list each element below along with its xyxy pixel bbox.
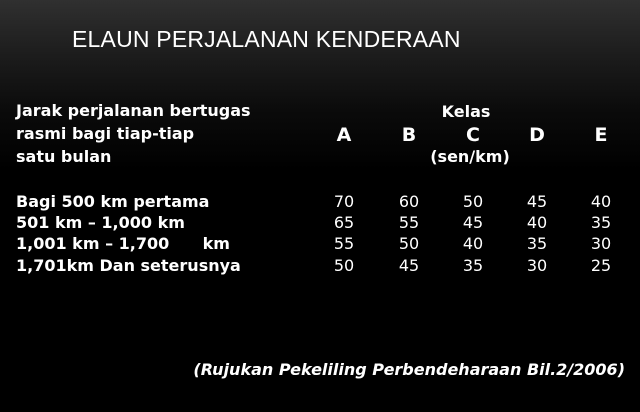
distance-header-line-3: satu bulan: [16, 147, 112, 166]
reference-note: (Rujukan Pekeliling Perbendeharaan Bil.2/2006): [193, 360, 625, 379]
unit-label: (sen/km): [430, 147, 510, 166]
class-b-header: B: [401, 124, 417, 146]
row-label-500km: Bagi 500 km pertama: [16, 192, 210, 211]
table-cell: 35: [462, 256, 484, 275]
distance-header: [16, 99, 251, 168]
table-cell: 50: [333, 256, 355, 275]
class-a-header: A: [336, 124, 352, 146]
table-cell: 50: [398, 234, 420, 253]
distance-header-line-1: Jarak perjalanan bertugas: [16, 101, 251, 120]
row-label-1001-1700km: 1,001 km – 1,700 km: [16, 234, 230, 253]
table-cell: 40: [462, 234, 484, 253]
table-cell: 40: [526, 213, 548, 232]
table-cell: 65: [333, 213, 355, 232]
class-group-label: Kelas: [441, 102, 491, 121]
table-cell: 45: [526, 192, 548, 211]
table-cell: 25: [590, 256, 612, 275]
class-c-header: C: [466, 124, 480, 146]
table-cell: 55: [398, 213, 420, 232]
table-cell: 45: [398, 256, 420, 275]
table-cell: 30: [526, 256, 548, 275]
row-label-501-1000km: 501 km – 1,000 km: [16, 213, 185, 232]
distance-header-line-2: rasmi bagi tiap-tiap: [16, 124, 195, 143]
table-cell: 60: [398, 192, 420, 211]
table-cell: 45: [462, 213, 484, 232]
table-cell: 30: [590, 234, 612, 253]
class-d-header: D: [529, 124, 545, 146]
table-cell: 50: [462, 192, 484, 211]
table-cell: 55: [333, 234, 355, 253]
table-cell: 70: [333, 192, 355, 211]
slide-title: ELAUN PERJALANAN KENDERAAN: [72, 26, 461, 52]
class-e-header: E: [594, 124, 608, 146]
table-cell: 40: [590, 192, 612, 211]
row-label-1701km-onwards: 1,701km Dan seterusnya: [16, 256, 241, 275]
table-cell: 35: [590, 213, 612, 232]
table-cell: 35: [526, 234, 548, 253]
